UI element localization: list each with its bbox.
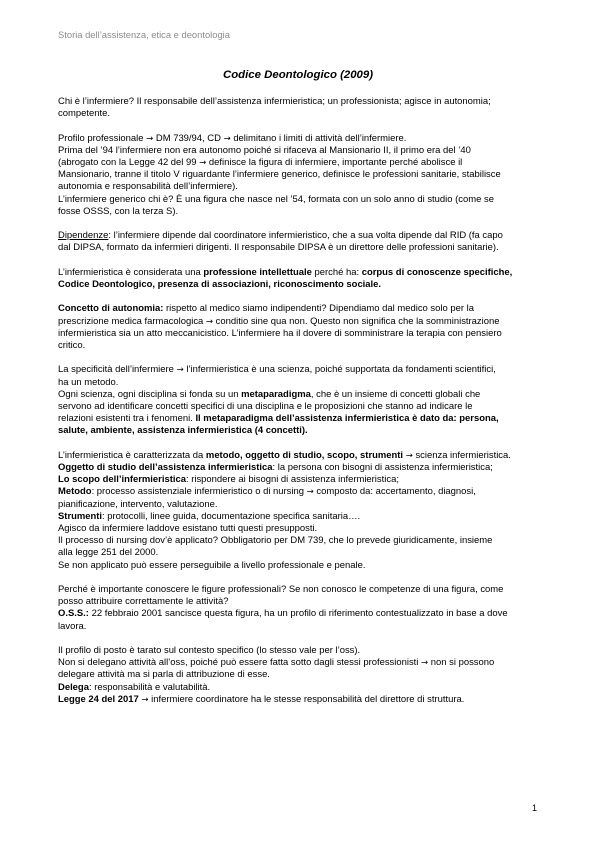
paragraph-figure-professionali: [58, 584, 548, 633]
text-line: critico.: [58, 340, 86, 351]
text-line: lavora.: [58, 620, 87, 632]
arrow-icon: →: [405, 450, 413, 461]
paragraph-caratteristiche: [58, 450, 548, 572]
text-line: Chi è l’infermiere? Il responsabile dell’assistenza infermieristica; un professionista; agisce in autonomia;: [58, 96, 491, 107]
text-line: Mansionario, tranne il titolo V riguardante l’infermiere generico, definisce le professioni sanitarie, stabilisce: [58, 169, 501, 181]
text-line: Il profilo di posto è tarato sul contesto specifico (lo stesso vale per l’oss).: [58, 645, 361, 657]
document-body: [58, 96, 548, 706]
text-line: posso attribuire correttamente le attività?: [58, 596, 229, 608]
text-line: Prima del ’94 l’infermiere non era autonomo poiché si rifaceva al Mansionario II, il primo era del ’40: [58, 144, 471, 156]
running-header: Storia dell’assistenza, etica e deontologia: [58, 29, 230, 40]
text-line: La specificità dell’infermiere → l’infermieristica è una scienza, poiché supportata da fondamenti scientifici,: [58, 364, 496, 376]
text-line: Delega: responsabilità e valutabilità.: [58, 681, 211, 693]
page-number: 1: [532, 803, 538, 813]
arrow-icon: →: [205, 316, 214, 327]
text-line: Il processo di nursing dov’è applicato? Obbligatorio per DM 739, che lo prevede giuridicamente, insieme: [58, 535, 493, 547]
text-line: O.S.S.: 22 febbraio 2001 sancisce questa figura, ha un profilo di riferimento contestualizzato in base a dove: [58, 608, 508, 620]
document-title: Codice Deontologico (2009): [223, 69, 373, 81]
text-line: Strumenti: protocolli, linee guida, documentazione specifica sanitaria….: [58, 510, 361, 522]
arrow-icon: →: [306, 487, 314, 498]
text-line: Ogni scienza, ogni disciplina si fonda su un metaparadigma, che è un insieme di concetti globali che: [58, 388, 481, 400]
text-line: Legge 24 del 2017 → infermiere coordinatore ha le stesse responsabilità del direttore di struttura.: [58, 693, 465, 705]
text-line: (abrogato con la Legge 42 del 99 → definisce la figura di infermiere, importante perché abolisce il: [58, 157, 463, 168]
underlined-label: Dipendenze: [58, 230, 109, 242]
arrow-icon: →: [421, 658, 429, 669]
text-line: prescrizione medica farmacologica → conditio sine qua non. Questo non significa che la somministrazione: [58, 315, 500, 327]
text-line: infermieristica sia un atto meccanicistico. L’infermiere ha il dovere di somministrare la terapia con pensiero: [58, 327, 502, 339]
text-line: ha un metodo.: [58, 376, 119, 388]
text-line: Se non applicato può essere perseguibile a livello professionale e penale.: [58, 559, 366, 571]
arrow-icon: →: [141, 694, 149, 705]
text-line: Concetto di autonomia: rispetto al medico siamo indipendenti? Dipendiamo dal medico solo per la: [58, 303, 474, 315]
text-line: dal DIPSA, formato da infermieri dirigenti. Il responsabile DIPSA è un direttore delle professioni sanitarie).: [58, 242, 499, 254]
arrow-icon: →: [146, 133, 154, 144]
arrow-icon: →: [223, 133, 231, 144]
text-line: autonomia e responsabilità dell’infermiere).: [58, 181, 238, 193]
text-line: Oggetto di studio dell’assistenza infermieristica: la persona con bisogni di assistenza infermieristica;: [58, 462, 493, 473]
text-line: Perché è importante conoscere le figure professionali? Se non conosco le competenze di una figura, come: [58, 584, 504, 596]
text-line: delegare attività ma si parla di attribuzione di esse.: [58, 669, 270, 681]
paragraph-profilo-posto: [58, 645, 548, 706]
paragraph-dipendenze: [58, 230, 548, 254]
text-line: Codice Deontologico, presenza di associazioni, riconoscimento sociale.: [58, 279, 382, 290]
text-line: Metodo: processo assistenziale infermieristico o di nursing → composto da: accertamento, diagnosi,: [58, 486, 476, 498]
text-line: L’infermieristica è considerata una professione intellettuale perché ha: corpus di conoscenze specifiche,: [58, 266, 513, 278]
arrow-icon: →: [176, 365, 184, 376]
paragraph-profilo-professionale: [58, 133, 548, 218]
paragraph-concetto-autonomia: [58, 303, 548, 352]
arrow-icon: →: [199, 158, 207, 168]
text-line: competente.: [58, 108, 110, 120]
paragraph-chi-e-infermiere: [58, 96, 548, 120]
paragraph-specificita: [58, 364, 548, 437]
text-line: Non si delegano attività all’oss, poiché può essere fatta sotto dagli stessi professionisti → non si possono: [58, 657, 495, 669]
text-line: alla legge 251 del 2000.: [58, 547, 159, 559]
text-line: L’infermiere generico chi è? È una figura che nasce nel ’54, formata con un solo anno di studio (come se: [58, 193, 494, 205]
text-line: fosse OSSS, con la terza S).: [58, 205, 179, 217]
text-line: Dipendenze: l’infermiere dipende dal coordinatore infermieristico, che a sua volta dipende dal RID (fa capo: [58, 230, 503, 242]
text-line: L’infermieristica è caratterizzata da metodo, oggetto di studio, scopo, strumenti → scienza infermieristica.: [58, 449, 511, 461]
text-line: Agisco da infermiere laddove esistano tutti questi presupposti.: [58, 523, 318, 535]
text-line: servono ad identificare concetti specifici di una disciplina e le proposizioni che stanno ad indicare le: [58, 401, 473, 412]
text-line: relazioni esistenti tra i fenomeni. Il metaparadigma dell’assistenza infermieristica è dato da: persona,: [58, 413, 499, 425]
text-line: salute, ambiente, assistenza infermieristica (4 concetti).: [58, 425, 308, 437]
paragraph-professione-intellettuale: [58, 267, 548, 291]
text-line: Profilo professionale → DM 739/94, CD → delimitano i limiti di attività dell’infermiere.: [58, 132, 407, 144]
text-line: Lo scopo dell’infermieristica: rispondere ai bisogni di assistenza infermieristica;: [58, 474, 399, 486]
text-line: pianificazione, intervento, valutazione.: [58, 498, 218, 510]
